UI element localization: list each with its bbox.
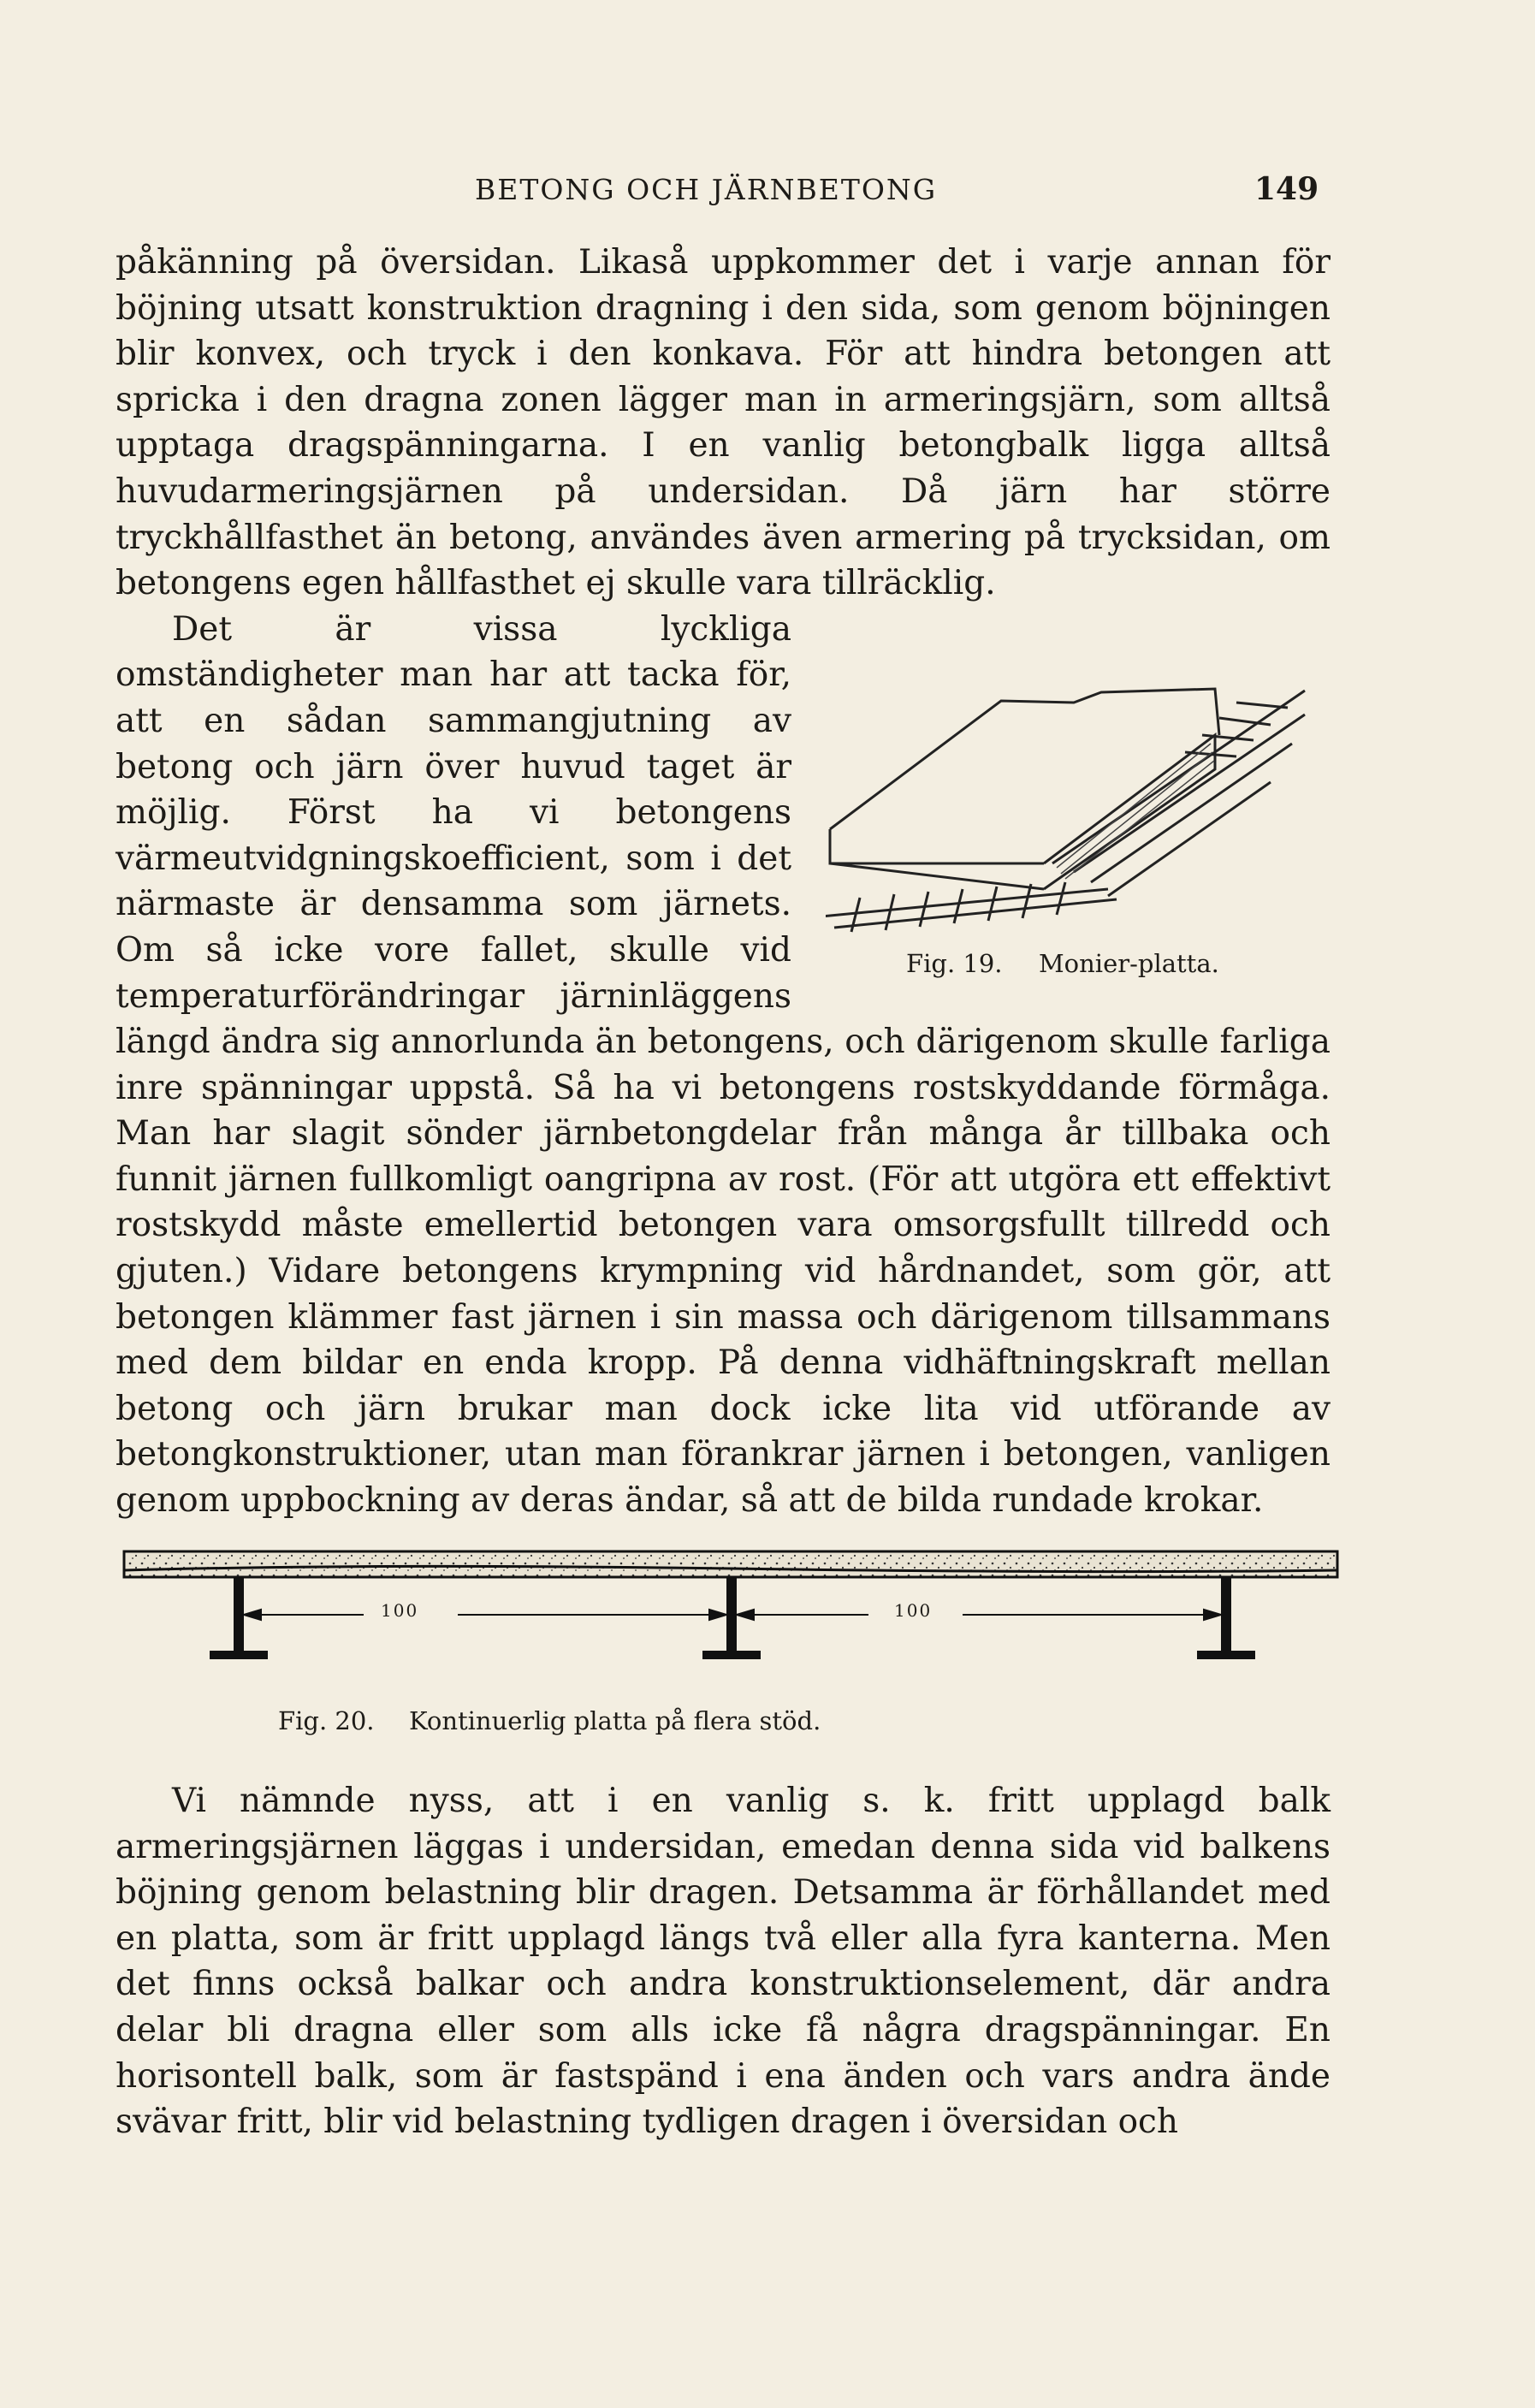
running-title: BETONG OCH JÄRNBETONG [475, 173, 938, 206]
monier-slab-drawing [826, 607, 1331, 949]
figure-19-label: Fig. 19. [906, 948, 1003, 978]
figure-19-title: Monier-platta. [1038, 948, 1219, 978]
dimension-left: 100 [381, 1600, 419, 1621]
figure-20-title: Kontinuerlig platta på flera stöd. [408, 1706, 821, 1735]
text-body-lower [116, 1778, 1331, 2145]
paragraph-2: Det är vissa lyckliga omständigheter man har att tacka för, att en sådan sammangjutning av betong och järn över huvud taget är möjlig. Först ha vi betongens värmeutvidgningskoefficient, som i det närmaste är densamma som järnets. Om så icke vore fallet, skulle vid temperaturförändringar järninläggens längd ändra sig annorlunda än betongens, och därigenom skulle farliga inre spänningar uppstå. Så ha vi betongens rostskyddande förmåga. Man har slagit sönder järnbetongdelar från många år tillbaka och funnit järnen fullkomligt oangripna av rost. (För att utgöra ett effektivt rostskydd måste emellertid betongen vara omsorgsfullt tillredd och gjuten.) Vidare betongens krympning vid hårdnandet, som gör, att betongen klämmer fast järnen i sin massa och därigenom tillsammans med dem bildar en enda kropp. På denna vidhäftningskraft mellan betong och järn brukar man dock icke lita vid utförande av betongkonstruktioner, utan man förankrar järnen i betongen, vanligen genom uppbockning av deras ändar, så att de bilda rundade krokar. [116, 609, 1331, 1521]
running-header [0, 173, 1535, 216]
figure-20-label: Fig. 20. [278, 1706, 375, 1735]
paragraph-1: påkänning på översidan. Likaså uppkommer det i varje annan för böjning utsatt konstruktion dragning i den sida, som genom böjningen blir konvex, och tryck i den konkava. För att hindra betongen att spricka i den dragna zonen lägger man in armeringsjärn, som alltså upptaga dragspänningarna. I en vanlig betongbalk ligga alltså huvudarmeringsjärnen på undersidan. Då järn har större tryckhållfasthet än betong, användes även armering på trycksidan, om betongens egen hållfasthet ej skulle vara tillräcklig. [116, 243, 1331, 603]
dimension-right: 100 [894, 1600, 933, 1621]
text-body-upper [116, 240, 1331, 1524]
figure-19-caption [906, 949, 1219, 978]
continuous-slab-drawing [116, 1536, 1348, 1707]
figure-20-caption [278, 1706, 821, 1735]
page-number: 149 [1254, 171, 1319, 207]
figure-19 [826, 607, 1331, 990]
paragraph-3: Vi nämnde nyss, att i en vanlig s. k. fritt upplagd balk armeringsjärnen läggas i undersidan, emedan denna sida vid balkens böjning genom belastning blir dragen. Detsamma är förhållandet med en platta, som är fritt upplagd längs två eller alla fyra kanterna. Men det finns också balkar och andra konstruktionselement, där andra delar bli dragna eller som alls icke få några dragspänningar. En horisontell balk, som är fastspänd i ena änden och vars andra ände svävar fritt, blir vid belastning tydligen dragen i översidan och [116, 1782, 1331, 2142]
